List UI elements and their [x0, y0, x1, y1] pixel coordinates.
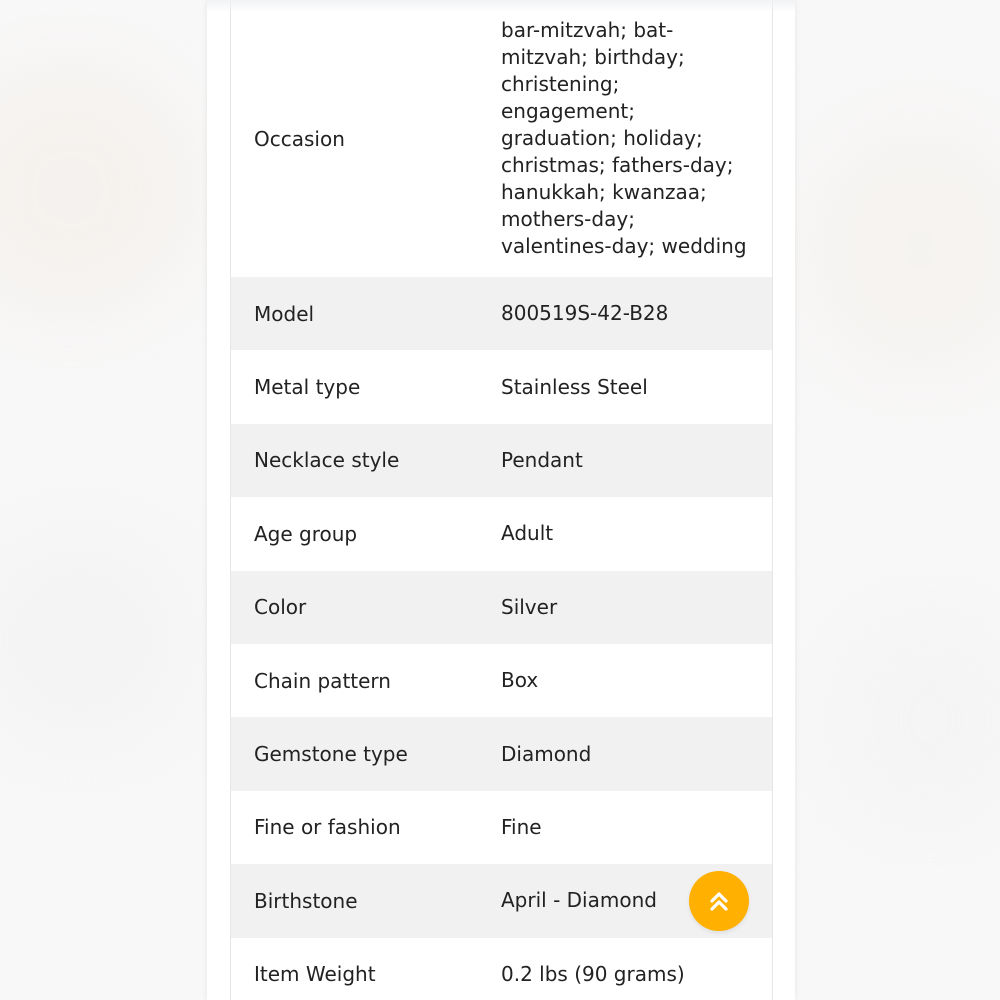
spec-label: Age group — [254, 521, 358, 546]
header-shadow — [207, 0, 795, 12]
spec-value: Silver — [501, 594, 558, 619]
spec-row-fine-or-fashion — [231, 791, 772, 864]
spec-row-necklace-style — [231, 424, 772, 497]
spec-value: Pendant — [501, 447, 583, 472]
spec-value: Stainless Steel — [501, 374, 648, 399]
spec-label: Color — [254, 595, 307, 620]
background-blur — [0, 60, 200, 320]
spec-label: Occasion — [254, 126, 345, 151]
spec-row-occasion — [231, 0, 772, 277]
spec-value: Adult — [501, 521, 554, 546]
spec-value: 800519S-42-B28 — [501, 301, 669, 326]
spec-row-metal-type — [231, 350, 772, 423]
item-specifics-table — [230, 0, 773, 1000]
spec-label: Fine or fashion — [254, 815, 401, 840]
background-blur — [820, 600, 1000, 840]
spec-value: April - Diamond — [501, 888, 657, 913]
spec-label: Birthstone — [254, 888, 358, 913]
double-chevron-up-icon — [706, 888, 732, 914]
spec-label: Chain pattern — [254, 668, 391, 693]
scroll-to-top-button[interactable] — [689, 871, 749, 931]
spec-value: Box — [501, 668, 539, 693]
spec-row-model — [231, 277, 772, 350]
spec-value: 0.2 lbs (90 grams) — [501, 961, 685, 986]
spec-label: Necklace style — [254, 448, 400, 473]
spec-row-color — [231, 571, 772, 644]
spec-value: Fine — [501, 814, 542, 839]
spec-row-gemstone-type — [231, 717, 772, 790]
spec-row-age-group — [231, 497, 772, 570]
spec-label: Item Weight — [254, 962, 376, 987]
spec-row-chain-pattern — [231, 644, 772, 717]
spec-label: Gemstone type — [254, 742, 408, 767]
background-blur — [0, 520, 200, 760]
spec-label: Metal type — [254, 375, 361, 400]
product-details-screen — [207, 0, 795, 1000]
spec-value: Diamond — [501, 741, 592, 766]
spec-row-item-weight — [231, 938, 772, 1000]
spec-label: Model — [254, 301, 315, 326]
spec-value: bar-mitzvah; bat-mitzvah; birthday; christening; engagement; graduation; holiday; christmas; fathers-day; hanukkah; kwanzaa; mothers-day; valentines-day; wedding — [501, 18, 747, 258]
background-blur — [800, 120, 1000, 380]
